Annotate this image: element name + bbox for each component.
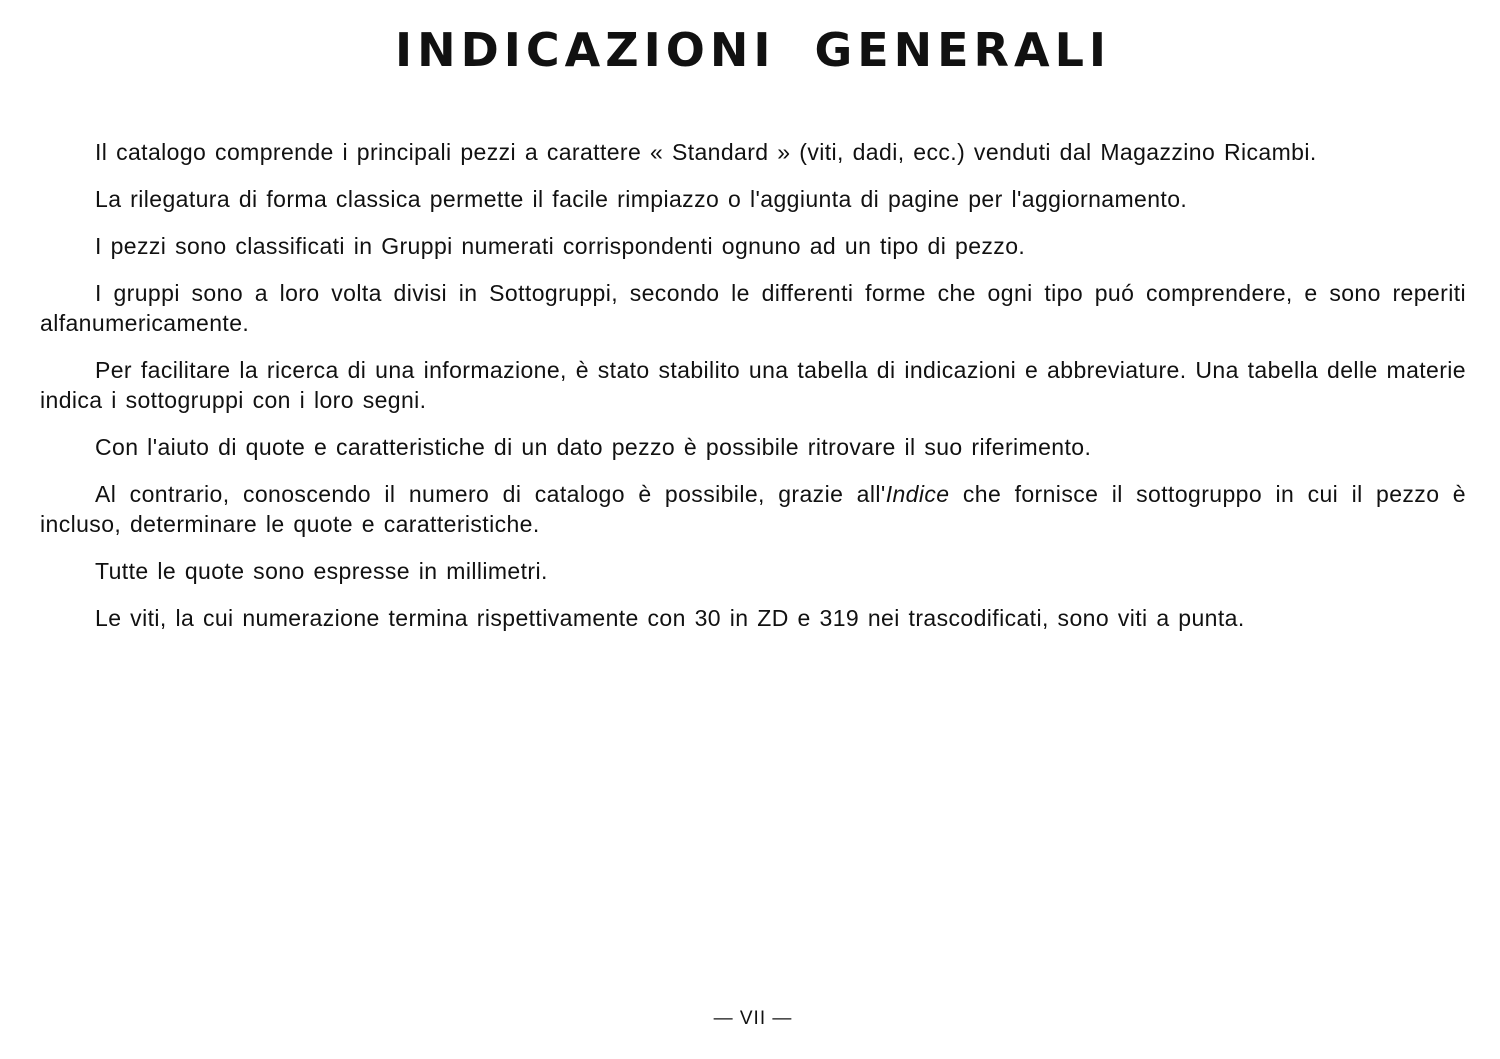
document-page [40, 0, 1466, 1059]
paragraph-index-usage [40, 479, 1466, 539]
paragraph-binding: La rilegatura di forma classica permette il facile rimpiazzo o l'aggiunta di pagine per l'aggiornamento. [95, 186, 1188, 212]
paragraph-index-usage-start: Al contrario, conoscendo il numero di catalogo è possibile, grazie all' [95, 481, 886, 507]
index-term: Indice [885, 481, 950, 507]
paragraph-search-table: Per facilitare la ricerca di una informazione, è stato stabilito una tabella di indicazioni e abbreviature. Una tabella delle materie indica i sottogruppi con i loro segni. [40, 357, 1466, 413]
page-number: — VII — [713, 1008, 793, 1029]
paragraph-screws: Le viti, la cui numerazione termina rispettivamente con 30 in ZD e 319 nei trascodificati, sono viti a punta. [95, 605, 1245, 631]
paragraph-catalog-contents: Il catalogo comprende i principali pezzi a carattere « Standard » (viti, dadi, ecc.) venduti dal Magazzino Ricambi. [95, 139, 1317, 165]
paragraph-groups: I pezzi sono classificati in Gruppi numerati corrispondenti ognuno ad un tipo di pezzo. [95, 233, 1026, 259]
paragraph-find-reference: Con l'aiuto di quote e caratteristiche di un dato pezzo è possibile ritrovare il suo riferimento. [95, 434, 1092, 460]
paragraph-index-usage-end: che fornisce il sottogruppo in cui il pezzo è incluso, determinare le quote e caratteristiche. [40, 481, 1466, 537]
paragraph-subgroups: I gruppi sono a loro volta divisi in Sottogruppi, secondo le differenti forme che ogni tipo puó comprendere, e sono reperiti alfanumericamente. [40, 280, 1466, 336]
paragraph-units: Tutte le quote sono espresse in millimetri. [95, 558, 548, 584]
page-title: INDICAZIONI GENERALI [394, 23, 1112, 77]
document-body [40, 137, 1466, 650]
